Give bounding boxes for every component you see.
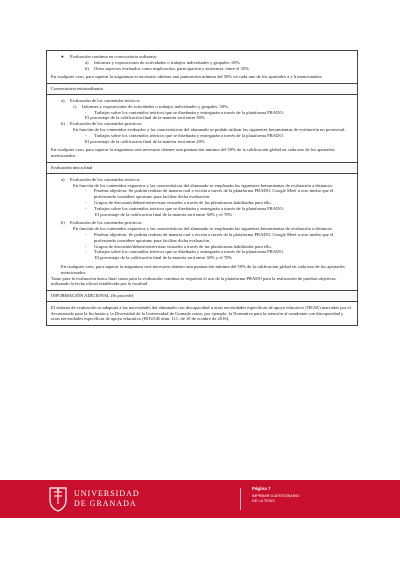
footer-department — [252, 494, 299, 504]
page-number: Página 7 — [252, 486, 271, 491]
additional-info-header: INFORMACIÓN ADICIONAL (Si procede) — [47, 291, 357, 302]
ordinary-item-a-text: Informes y exposiciones de actividades o trabajos individuales y grupales: 65% — [94, 59, 240, 65]
additional-info-cell — [47, 302, 357, 325]
unica-b-percentage: El porcentaje de la calificación final de la materia será entre 30% y el 70% — [95, 255, 233, 261]
dash-marker: - — [85, 199, 87, 205]
university-name-line-2: DE GRANADA — [74, 499, 137, 508]
unica-a-percentage: El porcentaje de la calificación final de la materia será entre 30% y el 70% — [95, 211, 233, 217]
unica-b-dash-1 — [51, 232, 353, 244]
university-name-line-1: UNIVERSIDAD — [74, 489, 140, 498]
unica-b-dash-1-text: Pruebas objetivas. Se podrán realizar de manera oral o escrita a través de la plataforma PRADO, Google Meet u otro medio que el profesorado considere oportuno para facilitar dicha evaluación. — [94, 231, 334, 243]
dash-marker: - — [85, 249, 87, 255]
unica-b-dash-2-text: Grupos de discusión/debate/entrevistas virtuales a través de las plataformas habilitadas para ello. — [94, 243, 272, 249]
ordinary-evaluation-cell — [47, 51, 357, 84]
dash-marker: - — [85, 109, 87, 115]
ordinary-note: En cualquier caso, para superar la asignatura es necesario obtener una puntuación mínima del 50% en cada uno de los apartados a y b mencionados. — [51, 74, 323, 80]
university-crest-icon — [48, 486, 68, 512]
extra-c-percentage: El porcentaje de la calificación final de la materia será entre 30% — [85, 115, 205, 121]
unique-final-cell — [47, 174, 357, 291]
extra-c-dash-text: Trabajos sobre los contenidos teóricos que se diseñarán y entregarán a través de la plataforma PRADO. — [94, 109, 284, 115]
unica-a-dash-1 — [51, 188, 353, 200]
marker-a: a) — [61, 97, 65, 103]
unica-a-dash-1-text: Pruebas objetivas. Se podrán realizar de manera oral o escrita a través de la plataforma PRADO, Google Meet u otro medio que el profesorado considere oportuno para facilitar dicha evaluación. — [94, 188, 334, 200]
footer-department-line-2: DE LA TESIS — [252, 499, 275, 503]
extra-item-c-text: Informes y exposiciones de actividades o trabajos individuales y grupales: 50%. — [82, 103, 230, 109]
extraordinary-cell — [47, 95, 357, 163]
dash-marker: - — [85, 132, 87, 138]
extra-b-dash-text: Trabajos sobre los contenidos teóricos que se diseñarán y entregarán a través de la plataforma PRADO. — [94, 132, 284, 138]
ordinary-item-b-text: Otros aspectos evaluados como implicación, participación y asistencia: entre el 35% — [94, 65, 249, 71]
unica-item-b-text: Evaluación de los contenidos prácticos. — [70, 220, 143, 226]
additional-info-text: El sistema de evaluación se adaptará a las necesidades del alumnado con discapacidad u otras necesidades específicas de apoyo educativo (NEAE) marcadas por el Secretariado para la Inclusión y la Diversidad de la Universidad de Granada como, por ejemplo, la Normativa para la atención al estudiante con discapacidad y otras necesidades específicas de apoyo educativo (BOUGR núm. 111, de 10 de octubre de 2016). — [51, 304, 351, 322]
unica-a-text: En función de los contenidos expuestos y las características del alumnado se emplearán las siguientes herramientas de evaluación a distancia: — [73, 182, 333, 188]
marker-b: b) — [61, 121, 65, 127]
marker-b: b) — [85, 65, 89, 71]
bullet-marker: ● — [61, 54, 64, 59]
marker-b: b) — [61, 220, 65, 226]
unica-note-2: Tanto para la evaluación única final como para la evaluación continua se requerirá el uso de la plataforma PRADO para la realización de pruebas objetivas, utilizando la fecha oficial establecida por la facultad. — [51, 275, 337, 287]
unica-b-dash-3-text: Trabajos sobre los contenidos teóricos que se diseñarán y entregarán a través de la plataforma PRADO. — [94, 249, 284, 255]
unica-b-text: En función de los contenidos expuestos y las características del alumnado se emplearán las siguientes herramientas de evaluación a distancia: — [73, 226, 333, 232]
dash-marker: - — [85, 205, 87, 211]
marker-c: c) — [73, 103, 77, 109]
extraordinary-header: Convocatoria extraordinaria — [47, 84, 357, 95]
unica-a-dash-3-text: Trabajos sobre los contenidos teóricos que se diseñarán y entregarán a través de la plataforma PRADO. — [94, 205, 284, 211]
extra-item-a-text: Evaluación de los contenidos teóricos. — [70, 97, 141, 103]
extra-note: En cualquier caso, para superar la asignatura será necesario obtener una puntuación mínima del 50% de la calificación global en cada uno de los apartados mencionados. — [51, 147, 335, 159]
unique-final-header: Evaluación única final — [47, 163, 357, 174]
unica-a-dash-2-text: Grupos de discusión/debate/entrevistas virtuales a través de las plataformas habilitadas para ello. — [94, 199, 272, 205]
university-name — [74, 489, 140, 509]
marker-a: a) — [85, 59, 89, 65]
university-footer — [0, 480, 400, 518]
footer-divider — [240, 488, 241, 510]
extra-item-b-text: Evaluación de los contenidos prácticos. — [70, 121, 143, 127]
extra-b-text: En función de los contenidos evaluados y las características del alumnado se podrán utilizar las siguientes herramientas de evaluación no presencial: — [73, 126, 346, 132]
marker-a: a) — [61, 176, 65, 182]
unica-note-1: En cualquier caso, para superar la asignatura será necesario obtener una puntuación mínima del 50% de la calificación global en cada uno de los apartados mencionados. — [61, 263, 345, 275]
footer-department-line-1: IMPRIMIR CUESTIONARIO — [252, 494, 300, 498]
dash-marker: - — [85, 188, 87, 194]
dash-marker: - — [85, 243, 87, 249]
ordinary-bullet-text: Evaluación continua en convocatoria ordinaria: — [70, 54, 157, 59]
evaluation-table — [46, 50, 358, 326]
dash-marker: - — [85, 231, 87, 237]
unica-item-a-text: Evaluación de los contenidos teóricos. — [70, 176, 141, 182]
extra-b-percentage: El porcentaje de la calificación final de la materia será entre 20% — [85, 138, 205, 144]
